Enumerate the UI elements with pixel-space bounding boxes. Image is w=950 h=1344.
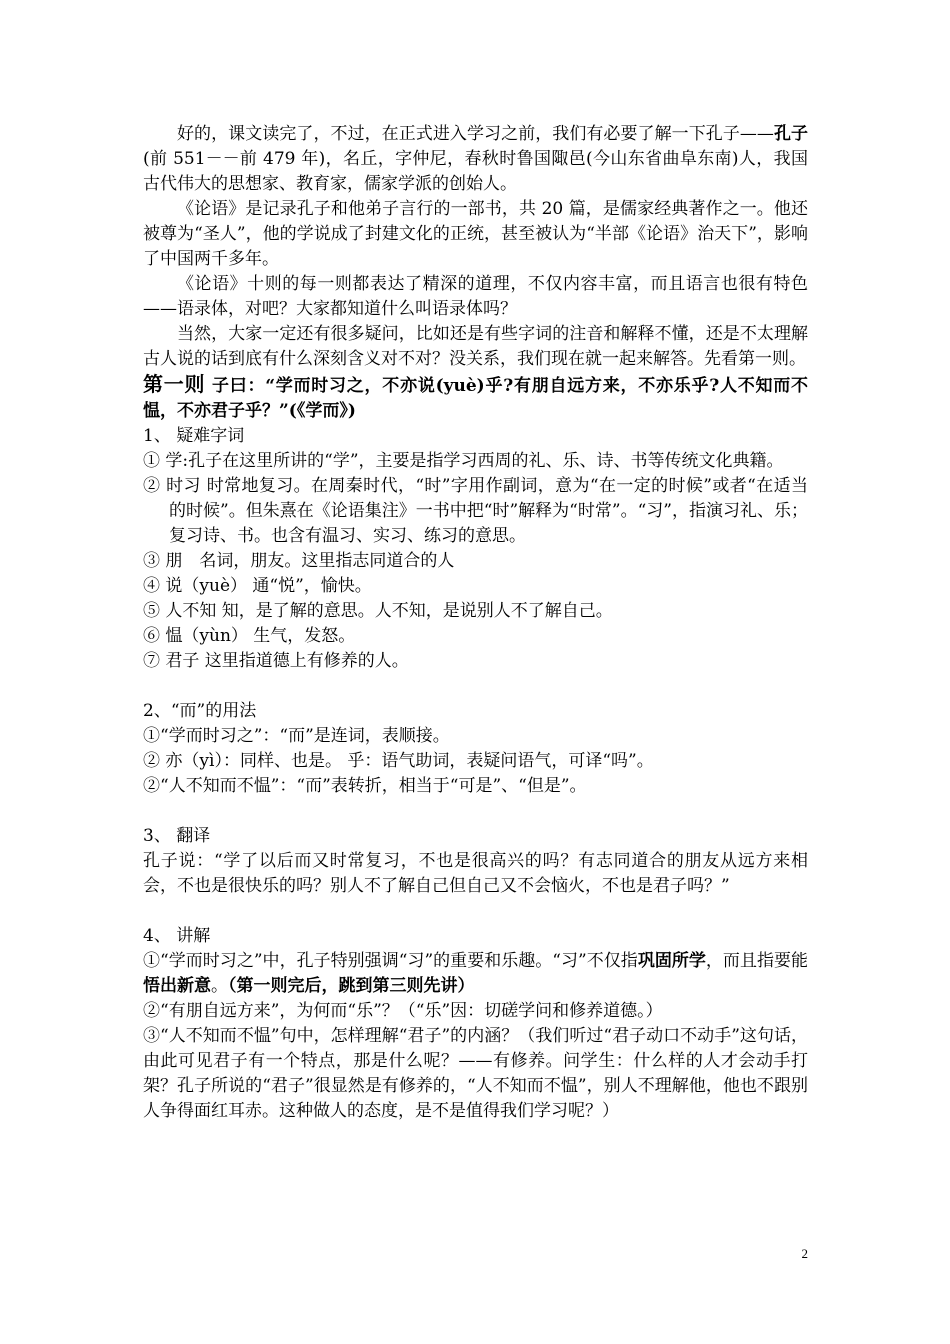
explain-item-3: ③“人不知而不愠”句中，怎样理解“君子”的内涵？（我们听过“君子动口不动手”这句话，由此可见君子有一个特点，那是什么呢？——有修养。问学生：什么样的人才会动手打架？孔子所说的“君子”很显然是有修养的，“人不知而不愠”，别人不理解他，他也不跟别人争得面红耳赤。这种做人的态度，是不是值得我们学习呢？） [143,1026,808,1121]
usage-item: ②“人不知而不愠”：“而”表转折，相当于“可是”、“但是”。 [143,776,587,796]
words-item: ⑦ 君子 这里指道德上有修养的人。 [143,651,409,671]
explain-item-1 [143,949,808,999]
intro-text: (前 551－－前 479 年)，名丘，字仲尼，春秋时鲁国陬邑(今山东省曲阜东南)人，我国古代伟大的思想家、教育家，儒家学派的创始人。 [143,149,808,194]
usage-heading: 2、“而”的用法 [143,701,257,721]
explain-heading: 4、 讲解 [143,926,211,946]
intro-paragraph-2: 《论语》是记录孔子和他弟子言行的一部书，共 20 篇，是儒家经典著作之一。他还被尊为“圣人”，他的学说成了封建文化的正统，甚至被认为“半部《论语》治天下”，影响了中国两千多年。 [143,199,808,269]
words-item: ④ 说（yuè） 通“悦”，愉快。 [143,576,372,596]
document-body [143,122,808,1124]
section1-lead: 第一则 [143,372,206,396]
explain-text: 。 [211,976,228,996]
words-item: ① 学:孔子在这里所讲的“学”，主要是指学习西周的礼、乐、诗、书等传统文化典籍。 [143,451,784,471]
words-heading: 1、 疑难字词 [143,426,245,446]
translation-heading: 3、 翻译 [143,826,211,846]
explain-bold-note: （第一则完后，跳到第三则先讲） [228,976,475,996]
explain-bold: 巩固所学 [637,951,706,971]
words-item: ② 时习 时常地复习。在周秦时代，“时”字用作副词，意为“在一定的时候”或者“在适当的时候”。但朱熹在《论语集注》一书中把“时”解释为“时常”。“习”，指演习礼、乐；复习诗、书。也含有温习、实习、练习的意思。 [143,476,808,546]
translation-text: 孔子说：“学了以后而又时常复习，不也是很高兴的吗？有志同道合的朋友从远方来相会，不也是很快乐的吗？别人不了解自己但自己又不会恼火，不也是君子吗？” [143,851,808,896]
explain-item-2: ②“有朋自远方来”，为何而“乐”？（“乐”因：切磋学问和修养道德。） [143,1001,663,1021]
words-item: ⑥ 愠（yùn） 生气，发怒。 [143,626,356,646]
intro-text: 好的，课文读完了，不过，在正式进入学习之前，我们有必要了解一下孔子—— [177,124,774,144]
usage-item: ② 亦（yì）：同样、也是。 乎：语气助词，表疑问语气，可译“吗”。 [143,751,654,771]
explain-text: ，而且指要能 [705,951,809,971]
explain-text: ①“学而时习之”中，孔子特别强调“习”的重要和乐趣。“习”不仅指 [143,951,638,971]
intro-paragraph-1 [143,122,808,197]
intro-paragraph-4: 当然，大家一定还有很多疑问，比如还是有些字词的注音和解释不懂，还是不太理解古人说的话到底有什么深刻含义对不对？没关系，我们现在就一起来解答。先看第一则。 [143,324,808,369]
spacer [143,799,808,824]
spacer [143,899,808,924]
intro-paragraph-3: 《论语》十则的每一则都表达了精深的道理，不仅内容丰富，而且语言也很有特色——语录体，对吧？大家都知道什么叫语录体吗？ [143,274,808,319]
page-number: 2 [801,1246,808,1261]
words-item: ③ 朋 名词，朋友。这里指志同道合的人 [143,551,455,571]
explain-bold: 悟出新意 [143,976,211,996]
section1-title [143,372,808,424]
spacer [143,674,808,699]
usage-item: ①“学而时习之”：“而”是连词，表顺接。 [143,726,450,746]
words-item: ⑤ 人不知 知，是了解的意思。人不知，是说别人不了解自己。 [143,601,613,621]
confucius-name: 孔子 [773,124,809,144]
section1-quote: 子曰：“学而时习之，不亦说(yuè)乎?有朋自远方来，不亦乐乎?人不知而不愠，不亦君子乎？”(《学而》) [143,376,809,421]
